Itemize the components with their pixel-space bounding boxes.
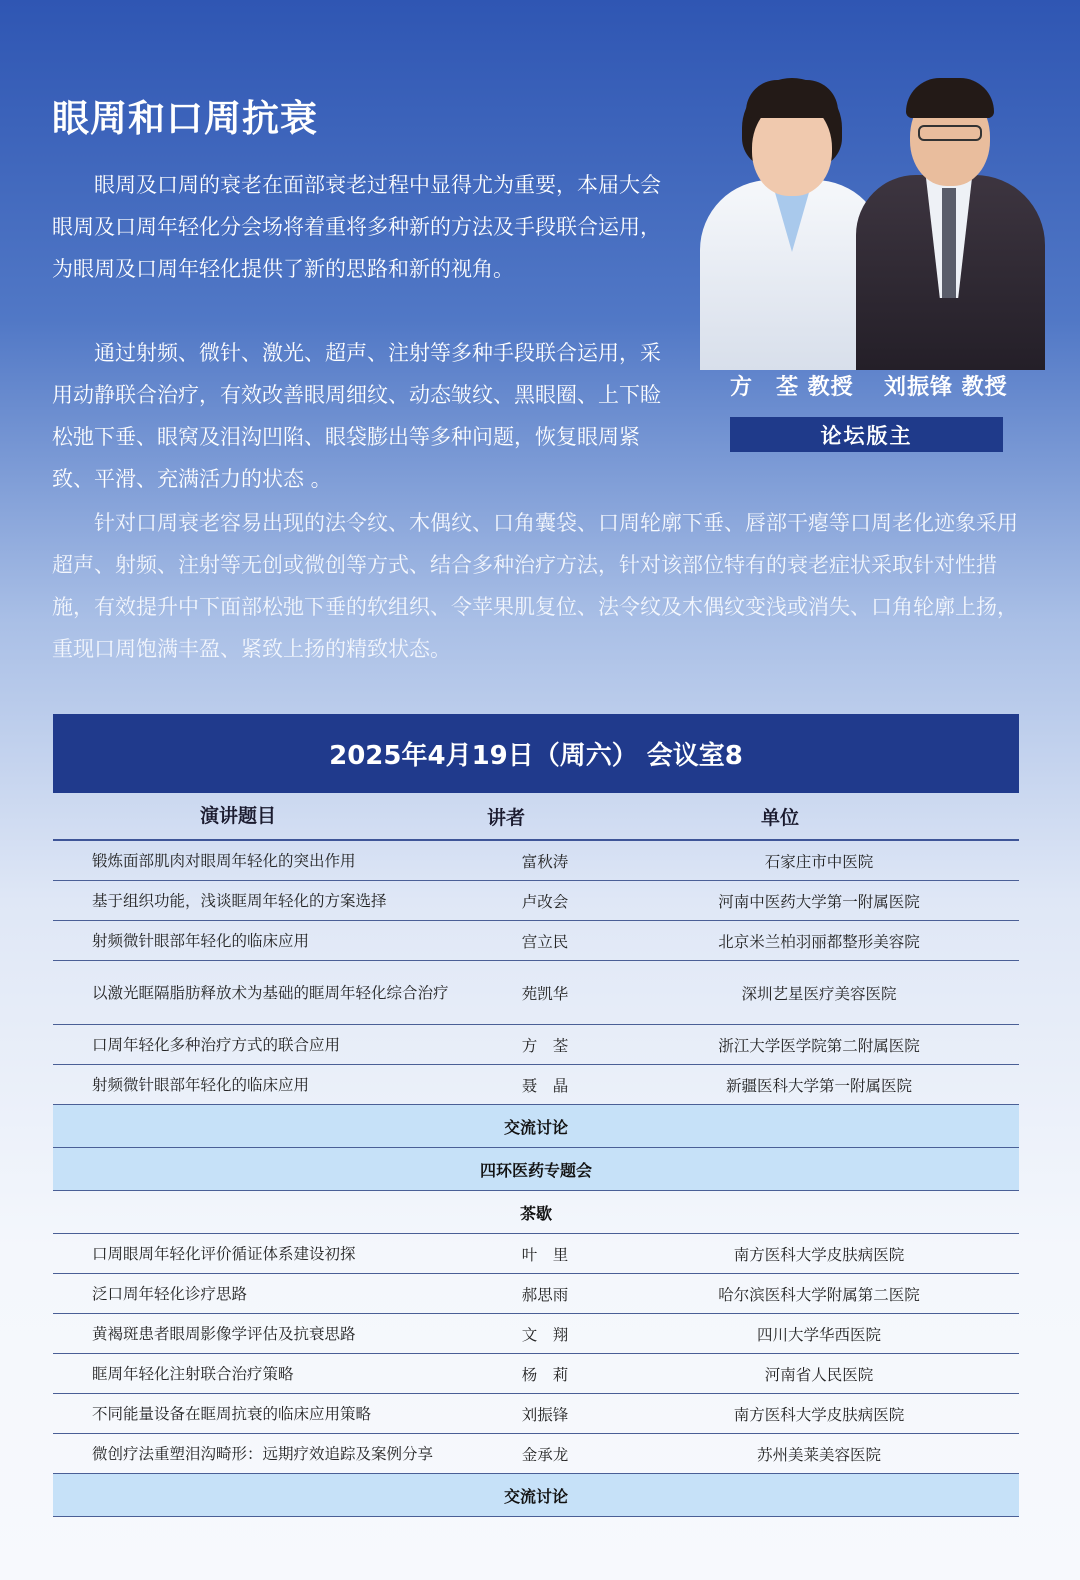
table-row xyxy=(53,881,1019,921)
talk-institution: 河南中医药大学第一附属医院 xyxy=(718,892,920,911)
talk-speaker: 苑凯华 xyxy=(521,984,569,1003)
talk-speaker: 叶 里 xyxy=(521,1245,569,1264)
talk-topic: 射频微针眼部年轻化的临床应用 xyxy=(92,1075,310,1094)
talk-topic: 不同能量设备在眶周抗衰的临床应用策略 xyxy=(92,1404,372,1423)
tea-break-banner: 茶歇 xyxy=(53,1191,1019,1234)
table-row xyxy=(53,1234,1019,1274)
talk-speaker: 富秋涛 xyxy=(521,852,569,871)
table-row xyxy=(53,1354,1019,1394)
discussion-banner: 交流讨论 xyxy=(53,1105,1019,1148)
table-row xyxy=(53,1434,1019,1474)
talk-speaker: 杨 莉 xyxy=(521,1365,569,1384)
talk-institution: 新疆医科大学第一附属医院 xyxy=(725,1076,912,1095)
intro-paragraph-3: 针对口周衰老容易出现的法令纹、木偶纹、口角囊袋、口周轮廓下垂、唇部干瘪等口周老化迹象采用超声、射频、注射等无创或微创等方式、结合多种治疗方法，针对该部位特有的衰老症状采取针对性措施，有效提升中下面部松弛下垂的软组织、令苹果肌复位、法令纹及木偶纹变浅或消失、口角轮廓上扬，重现口周饱满丰盈、紧致上扬的精致状态。 xyxy=(52,511,1018,661)
talk-institution: 四川大学华西医院 xyxy=(756,1325,881,1344)
talk-institution: 哈尔滨医科大学附属第二医院 xyxy=(718,1285,920,1304)
talk-institution: 北京米兰柏羽丽都整形美容院 xyxy=(718,932,920,951)
talk-topic: 射频微针眼部年轻化的临床应用 xyxy=(92,931,310,950)
talk-topic: 基于组织功能，浅谈眶周年轻化的方案选择 xyxy=(92,891,387,910)
table-row xyxy=(53,1314,1019,1354)
intro-paragraph-2: 通过射频、微针、激光、超声、注射等多种手段联合运用，采用动静联合治疗，有效改善眼周细纹、动态皱纹、黑眼圈、上下睑松弛下垂、眼窝及泪沟凹陷、眼袋膨出等多种问题，恢复眼周紧致、平滑、充满活力的状态 。 xyxy=(52,341,661,491)
talk-speaker: 卢改会 xyxy=(521,892,569,911)
page-title: 眼周和口周抗衰 xyxy=(52,97,318,140)
intro-paragraph-1: 眼周及口周的衰老在面部衰老过程中显得尤为重要，本届大会眼周及口周年轻化分会场将着重将多种新的方法及手段联合运用，为眼周及口周年轻化提供了新的思路和新的视角。 xyxy=(52,173,661,281)
talk-topic: 微创疗法重塑泪沟畸形：远期疗效追踪及案例分享 xyxy=(92,1444,434,1463)
table-row xyxy=(53,1274,1019,1314)
talk-topic: 口周年轻化多种治疗方式的联合应用 xyxy=(92,1035,341,1054)
table-row xyxy=(53,1394,1019,1434)
talk-speaker: 聂 晶 xyxy=(521,1076,569,1095)
column-speaker: 讲者 xyxy=(486,806,525,829)
talk-institution: 苏州美莱美容医院 xyxy=(756,1445,881,1464)
talk-topic: 锻炼面部肌肉对眼周年轻化的突出作用 xyxy=(92,851,356,870)
schedule-table xyxy=(53,714,1019,1517)
talk-topic: 泛口周年轻化诊疗思路 xyxy=(92,1284,248,1303)
table-row xyxy=(53,921,1019,961)
talk-speaker: 方 荃 xyxy=(521,1036,569,1055)
talk-institution: 河南省人民医院 xyxy=(764,1365,874,1384)
column-topic: 演讲题目 xyxy=(199,805,276,827)
column-institution: 单位 xyxy=(760,806,799,829)
speaker-name-fang: 方 荃 教授 xyxy=(730,375,854,400)
table-header-row xyxy=(53,793,1019,841)
talk-topic: 黄褐斑患者眼周影像学评估及抗衰思路 xyxy=(92,1324,356,1343)
speakers-photo xyxy=(700,70,1045,460)
talk-institution: 南方医科大学皮肤病医院 xyxy=(733,1245,905,1264)
talk-institution: 深圳艺星医疗美容医院 xyxy=(741,984,897,1003)
talk-speaker: 文 翔 xyxy=(521,1325,569,1344)
talk-speaker: 郝思雨 xyxy=(521,1285,569,1304)
talk-speaker: 刘振锋 xyxy=(521,1405,569,1424)
talk-topic: 眶周年轻化注射联合治疗策略 xyxy=(92,1364,294,1383)
discussion-banner: 交流讨论 xyxy=(53,1474,1019,1517)
schedule-date-header: 2025年4月19日（周六） 会议室8 xyxy=(53,714,1019,793)
talk-speaker: 金承龙 xyxy=(521,1445,569,1464)
talk-speaker: 宫立民 xyxy=(521,932,569,951)
table-row xyxy=(53,961,1019,1025)
table-row xyxy=(53,841,1019,881)
speaker-photo-male xyxy=(848,70,1045,370)
table-row xyxy=(53,1065,1019,1105)
table-row xyxy=(53,1025,1019,1065)
speaker-name-liu: 刘振锋 教授 xyxy=(884,375,1008,400)
talk-institution: 南方医科大学皮肤病医院 xyxy=(733,1405,905,1424)
symposium-banner: 四环医药专题会 xyxy=(53,1148,1019,1191)
talk-topic: 以激光眶隔脂肪释放术为基础的眶周年轻化综合治疗 xyxy=(92,983,449,1002)
talk-institution: 石家庄市中医院 xyxy=(764,852,874,871)
talk-institution: 浙江大学医学院第二附属医院 xyxy=(718,1036,920,1055)
forum-host-badge: 论坛版主 xyxy=(730,417,1003,452)
talk-topic: 口周眼周年轻化评价循证体系建设初探 xyxy=(92,1244,356,1263)
